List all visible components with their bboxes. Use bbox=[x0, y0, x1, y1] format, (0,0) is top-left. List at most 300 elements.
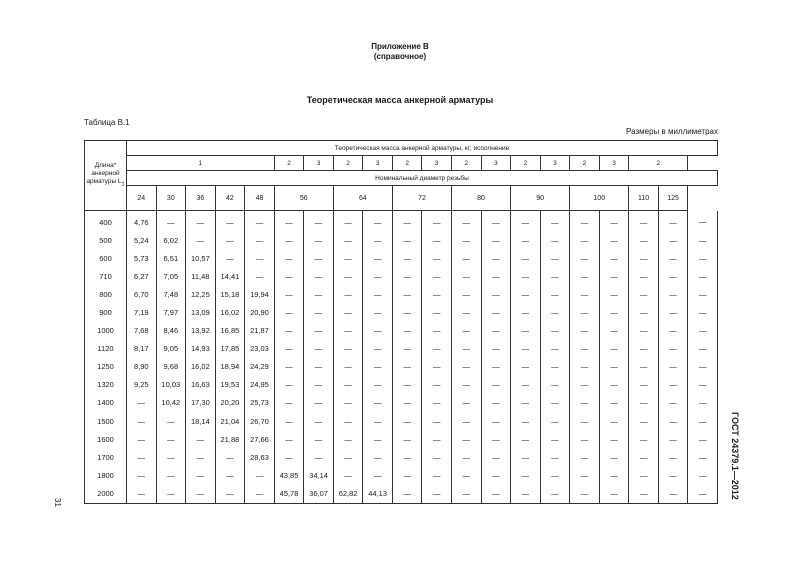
table-row bbox=[85, 394, 718, 412]
execution-header: 3 bbox=[422, 156, 452, 171]
length-cell: 1120 bbox=[85, 340, 127, 358]
table-row bbox=[85, 448, 718, 466]
mass-cell: 7,68 bbox=[127, 322, 157, 340]
mass-cell: — bbox=[156, 466, 186, 484]
mass-cell: 4,76 bbox=[127, 211, 157, 232]
mass-cell: — bbox=[452, 211, 482, 232]
mass-cell: — bbox=[333, 412, 363, 430]
mass-cell: 10,42 bbox=[156, 394, 186, 412]
mass-cell: 43,85 bbox=[274, 466, 304, 484]
mass-cell: — bbox=[570, 340, 600, 358]
mass-cell: — bbox=[333, 249, 363, 267]
mass-cell: 45,78 bbox=[274, 484, 304, 503]
mass-cell: — bbox=[156, 211, 186, 232]
mass-cell: — bbox=[215, 211, 245, 232]
mass-cell: — bbox=[392, 430, 422, 448]
mass-cell: — bbox=[186, 211, 216, 232]
table-row bbox=[85, 285, 718, 303]
length-header: Длина* анкерной арматуры $L_1$ bbox=[85, 141, 127, 211]
mass-cell: — bbox=[481, 484, 511, 503]
length-cell: 1700 bbox=[85, 448, 127, 466]
mass-cell: — bbox=[333, 303, 363, 321]
mass-cell: — bbox=[658, 285, 688, 303]
execution-header: 2 bbox=[452, 156, 482, 171]
mass-cell: — bbox=[363, 358, 393, 376]
mass-cell: — bbox=[511, 430, 541, 448]
mass-cell: — bbox=[363, 412, 393, 430]
mass-cell: — bbox=[570, 322, 600, 340]
table-row bbox=[85, 322, 718, 340]
diameter-cell: 56 bbox=[274, 186, 333, 211]
mass-cell: 16,02 bbox=[186, 358, 216, 376]
mass-cell: 13,92 bbox=[186, 322, 216, 340]
length-cell: 600 bbox=[85, 249, 127, 267]
mass-cell: 21,04 bbox=[215, 412, 245, 430]
table-body bbox=[85, 211, 718, 504]
mass-cell: — bbox=[452, 376, 482, 394]
mass-cell: — bbox=[658, 394, 688, 412]
mass-cell: — bbox=[570, 394, 600, 412]
mass-cell: — bbox=[304, 412, 334, 430]
mass-cell: — bbox=[452, 322, 482, 340]
mass-cell: — bbox=[452, 285, 482, 303]
mass-cell: — bbox=[452, 484, 482, 503]
mass-cell: — bbox=[511, 285, 541, 303]
mass-cell: — bbox=[481, 303, 511, 321]
anchor-mass-table bbox=[84, 140, 718, 504]
mass-cell: — bbox=[570, 285, 600, 303]
mass-cell: 19,94 bbox=[245, 285, 275, 303]
mass-cell: — bbox=[540, 340, 570, 358]
mass-cell: 5,24 bbox=[127, 231, 157, 249]
mass-cell: — bbox=[304, 322, 334, 340]
mass-cell: — bbox=[658, 340, 688, 358]
mass-cell: 7,97 bbox=[156, 303, 186, 321]
mass-cell: — bbox=[481, 211, 511, 232]
mass-cell: — bbox=[452, 412, 482, 430]
mass-cell: — bbox=[363, 231, 393, 249]
mass-cell: — bbox=[688, 249, 718, 267]
mass-cell: — bbox=[658, 358, 688, 376]
diameter-cell: 110 bbox=[629, 186, 659, 211]
mass-cell: — bbox=[363, 394, 393, 412]
mass-cell: — bbox=[304, 267, 334, 285]
mass-cell: — bbox=[511, 484, 541, 503]
mass-cell: — bbox=[599, 376, 629, 394]
mass-cell: 8,90 bbox=[127, 358, 157, 376]
diameter-cell: 90 bbox=[511, 186, 570, 211]
mass-cell: 10,03 bbox=[156, 376, 186, 394]
mass-cell: — bbox=[481, 394, 511, 412]
diameter-cell: 72 bbox=[392, 186, 451, 211]
mass-cell: — bbox=[481, 448, 511, 466]
mass-cell: — bbox=[570, 376, 600, 394]
mass-cell: — bbox=[274, 267, 304, 285]
mass-cell: 19,53 bbox=[215, 376, 245, 394]
mass-cell: — bbox=[481, 412, 511, 430]
mass-cell: — bbox=[304, 211, 334, 232]
diameter-cell: 42 bbox=[215, 186, 245, 211]
mass-cell: — bbox=[570, 249, 600, 267]
mass-cell: — bbox=[511, 376, 541, 394]
mass-cell: — bbox=[629, 448, 659, 466]
mass-cell: — bbox=[540, 466, 570, 484]
mass-cell: — bbox=[452, 249, 482, 267]
mass-cell: — bbox=[658, 448, 688, 466]
mass-cell: — bbox=[422, 231, 452, 249]
mass-cell: — bbox=[599, 412, 629, 430]
table-row bbox=[85, 303, 718, 321]
mass-cell: — bbox=[274, 249, 304, 267]
execution-header: 3 bbox=[540, 156, 570, 171]
mass-cell: — bbox=[599, 303, 629, 321]
execution-header: 2 bbox=[629, 156, 688, 171]
mass-cell: 26,70 bbox=[245, 412, 275, 430]
mass-cell: — bbox=[363, 303, 393, 321]
mass-cell: 6,27 bbox=[127, 267, 157, 285]
table-row bbox=[85, 340, 718, 358]
mass-cell: 27,66 bbox=[245, 430, 275, 448]
mass-cell: — bbox=[422, 484, 452, 503]
mass-cell: — bbox=[392, 412, 422, 430]
mass-cell: — bbox=[540, 484, 570, 503]
mass-cell: — bbox=[599, 340, 629, 358]
mass-cell: — bbox=[392, 466, 422, 484]
mass-cell: — bbox=[688, 322, 718, 340]
execution-header: 3 bbox=[481, 156, 511, 171]
mass-cell: — bbox=[511, 303, 541, 321]
execution-header: 2 bbox=[392, 156, 422, 171]
length-cell: 1250 bbox=[85, 358, 127, 376]
mass-cell: 15,18 bbox=[215, 285, 245, 303]
mass-cell: 25,73 bbox=[245, 394, 275, 412]
mass-cell: — bbox=[570, 358, 600, 376]
mass-cell: 16,85 bbox=[215, 322, 245, 340]
mass-cell: — bbox=[422, 412, 452, 430]
mass-cell: — bbox=[540, 322, 570, 340]
mass-cell: — bbox=[452, 394, 482, 412]
mass-cell: — bbox=[452, 340, 482, 358]
mass-cell: — bbox=[215, 249, 245, 267]
mass-cell: — bbox=[333, 358, 363, 376]
length-cell: 900 bbox=[85, 303, 127, 321]
mass-cell: 21,87 bbox=[245, 322, 275, 340]
mass-cell: — bbox=[511, 394, 541, 412]
mass-cell: — bbox=[127, 412, 157, 430]
mass-cell: — bbox=[333, 376, 363, 394]
mass-cell: — bbox=[481, 267, 511, 285]
mass-cell: — bbox=[688, 376, 718, 394]
length-cell: 1000 bbox=[85, 322, 127, 340]
mass-cell: — bbox=[274, 211, 304, 232]
mass-cell: — bbox=[422, 340, 452, 358]
execution-header: 3 bbox=[599, 156, 629, 171]
mass-cell: — bbox=[570, 412, 600, 430]
mass-cell: — bbox=[333, 466, 363, 484]
mass-cell: — bbox=[127, 448, 157, 466]
execution-header: 1 bbox=[127, 156, 275, 171]
mass-cell: 12,25 bbox=[186, 285, 216, 303]
mass-cell: — bbox=[570, 430, 600, 448]
mass-cell: — bbox=[363, 376, 393, 394]
mass-cell: — bbox=[422, 448, 452, 466]
mass-cell: — bbox=[274, 340, 304, 358]
execution-header: 2 bbox=[511, 156, 541, 171]
mass-cell: — bbox=[392, 249, 422, 267]
table-row bbox=[85, 267, 718, 285]
mass-cell: — bbox=[422, 430, 452, 448]
table-row bbox=[85, 430, 718, 448]
mass-cell: — bbox=[629, 231, 659, 249]
diameter-cell: 80 bbox=[452, 186, 511, 211]
mass-cell: — bbox=[688, 466, 718, 484]
mass-cell: — bbox=[658, 484, 688, 503]
mass-cell: — bbox=[304, 376, 334, 394]
mass-cell: — bbox=[333, 394, 363, 412]
diameter-cell: 125 bbox=[658, 186, 688, 211]
mass-cell: — bbox=[392, 231, 422, 249]
mass-cell: — bbox=[658, 231, 688, 249]
mass-cell: 8,46 bbox=[156, 322, 186, 340]
mass-cell: — bbox=[333, 285, 363, 303]
mass-cell: — bbox=[599, 231, 629, 249]
mass-cell: — bbox=[688, 358, 718, 376]
mass-cell: — bbox=[127, 430, 157, 448]
mass-cell: 5,73 bbox=[127, 249, 157, 267]
mass-cell: — bbox=[392, 322, 422, 340]
mass-cell: — bbox=[392, 211, 422, 232]
mass-cell: 13,09 bbox=[186, 303, 216, 321]
mass-cell: — bbox=[629, 285, 659, 303]
mass-cell: — bbox=[658, 211, 688, 232]
mass-cell: — bbox=[392, 448, 422, 466]
mass-cell: — bbox=[688, 394, 718, 412]
mass-cell: 16,02 bbox=[215, 303, 245, 321]
standard-designation: ГОСТ 24379.1—2012 bbox=[730, 412, 740, 500]
mass-cell: — bbox=[186, 231, 216, 249]
mass-cell: — bbox=[304, 231, 334, 249]
mass-cell: 20,20 bbox=[215, 394, 245, 412]
mass-cell: — bbox=[599, 430, 629, 448]
mass-cell: — bbox=[304, 249, 334, 267]
mass-cell: — bbox=[511, 231, 541, 249]
mass-cell: — bbox=[540, 211, 570, 232]
mass-cell: — bbox=[392, 484, 422, 503]
mass-cell: — bbox=[688, 340, 718, 358]
mass-cell: — bbox=[392, 303, 422, 321]
mass-cell: — bbox=[658, 249, 688, 267]
mass-cell: — bbox=[363, 285, 393, 303]
mass-cell: — bbox=[363, 340, 393, 358]
mass-cell: — bbox=[688, 448, 718, 466]
mass-cell: 18,14 bbox=[186, 412, 216, 430]
mass-cell: — bbox=[156, 448, 186, 466]
mass-cell: — bbox=[333, 231, 363, 249]
mass-cell: — bbox=[570, 211, 600, 232]
mass-cell: — bbox=[422, 322, 452, 340]
mass-cell: — bbox=[540, 376, 570, 394]
diameter-cell: 24 bbox=[127, 186, 157, 211]
mass-cell: — bbox=[481, 376, 511, 394]
mass-cell: — bbox=[658, 267, 688, 285]
mass-cell: — bbox=[599, 358, 629, 376]
mass-cell: 9,25 bbox=[127, 376, 157, 394]
table-row bbox=[85, 211, 718, 232]
mass-cell: — bbox=[511, 412, 541, 430]
mass-cell: — bbox=[629, 358, 659, 376]
mass-cell: — bbox=[333, 430, 363, 448]
mass-cell: — bbox=[452, 358, 482, 376]
mass-cell: — bbox=[392, 358, 422, 376]
mass-cell: — bbox=[245, 211, 275, 232]
mass-cell: — bbox=[481, 322, 511, 340]
mass-cell: — bbox=[540, 267, 570, 285]
mass-cell: — bbox=[392, 285, 422, 303]
diameter-cell: 64 bbox=[333, 186, 392, 211]
mass-cell: — bbox=[629, 249, 659, 267]
mass-cell: — bbox=[599, 466, 629, 484]
mass-cell: — bbox=[392, 340, 422, 358]
mass-cell: — bbox=[688, 484, 718, 503]
mass-cell: 21,88 bbox=[215, 430, 245, 448]
diameter-cell: 30 bbox=[156, 186, 186, 211]
mass-cell: 23,03 bbox=[245, 340, 275, 358]
length-cell: 1500 bbox=[85, 412, 127, 430]
execution-header: 3 bbox=[304, 156, 334, 171]
length-cell: 400 bbox=[85, 211, 127, 232]
mass-cell: — bbox=[599, 322, 629, 340]
mass-cell: — bbox=[392, 394, 422, 412]
execution-header: 3 bbox=[363, 156, 393, 171]
mass-cell: — bbox=[629, 322, 659, 340]
mass-cell: — bbox=[156, 412, 186, 430]
mass-cell: — bbox=[688, 211, 718, 232]
mass-cell: — bbox=[599, 394, 629, 412]
mass-cell: — bbox=[540, 231, 570, 249]
length-cell: 710 bbox=[85, 267, 127, 285]
mass-cell: — bbox=[658, 466, 688, 484]
mass-cell: — bbox=[274, 322, 304, 340]
mass-cell: — bbox=[422, 303, 452, 321]
mass-cell: — bbox=[363, 249, 393, 267]
mass-cell: — bbox=[245, 466, 275, 484]
mass-cell: — bbox=[629, 430, 659, 448]
mass-cell: — bbox=[452, 303, 482, 321]
mass-cell: — bbox=[333, 322, 363, 340]
mass-cell: 34,14 bbox=[304, 466, 334, 484]
mass-cell: — bbox=[570, 303, 600, 321]
mass-cell: — bbox=[363, 267, 393, 285]
mass-cell: — bbox=[333, 267, 363, 285]
mass-cell: — bbox=[215, 484, 245, 503]
mass-cell: — bbox=[422, 249, 452, 267]
mass-cell: — bbox=[422, 394, 452, 412]
mass-cell: — bbox=[363, 430, 393, 448]
mass-cell: — bbox=[629, 484, 659, 503]
mass-cell: 17,30 bbox=[186, 394, 216, 412]
mass-cell: — bbox=[570, 231, 600, 249]
mass-cell: — bbox=[688, 430, 718, 448]
mass-cell: — bbox=[658, 430, 688, 448]
mass-cell: — bbox=[422, 358, 452, 376]
table-row bbox=[85, 358, 718, 376]
table-row bbox=[85, 412, 718, 430]
table-label: Таблица В.1 bbox=[84, 118, 130, 127]
mass-cell: 62,82 bbox=[333, 484, 363, 503]
mass-cell: — bbox=[540, 303, 570, 321]
mass-cell: — bbox=[599, 249, 629, 267]
mass-header: Теоретическая масса анкерной арматуры, кг; исполнение bbox=[127, 141, 718, 156]
mass-cell: — bbox=[156, 484, 186, 503]
mass-cell: — bbox=[363, 448, 393, 466]
mass-cell: — bbox=[511, 322, 541, 340]
mass-cell: — bbox=[688, 412, 718, 430]
execution-header: 2 bbox=[570, 156, 600, 171]
mass-cell: — bbox=[452, 466, 482, 484]
length-cell: 1600 bbox=[85, 430, 127, 448]
mass-cell: 16,63 bbox=[186, 376, 216, 394]
mass-cell: — bbox=[629, 412, 659, 430]
mass-cell: — bbox=[274, 448, 304, 466]
mass-cell: — bbox=[540, 430, 570, 448]
units-note: Размеры в миллиметрах bbox=[626, 127, 718, 136]
mass-cell: — bbox=[658, 412, 688, 430]
mass-cell: 6,70 bbox=[127, 285, 157, 303]
mass-cell: — bbox=[274, 394, 304, 412]
mass-cell: — bbox=[392, 267, 422, 285]
mass-cell: — bbox=[511, 448, 541, 466]
mass-cell: — bbox=[333, 211, 363, 232]
mass-cell: 36,07 bbox=[304, 484, 334, 503]
length-cell: 500 bbox=[85, 231, 127, 249]
mass-cell: — bbox=[127, 484, 157, 503]
mass-cell: — bbox=[658, 322, 688, 340]
mass-cell: — bbox=[511, 267, 541, 285]
mass-cell: — bbox=[452, 448, 482, 466]
mass-cell: — bbox=[570, 448, 600, 466]
mass-cell: — bbox=[511, 249, 541, 267]
mass-cell: — bbox=[511, 358, 541, 376]
execution-header: 2 bbox=[274, 156, 304, 171]
mass-cell: 11,48 bbox=[186, 267, 216, 285]
mass-cell: — bbox=[363, 211, 393, 232]
length-cell: 2000 bbox=[85, 484, 127, 503]
mass-cell: — bbox=[452, 231, 482, 249]
mass-cell: — bbox=[304, 430, 334, 448]
mass-cell: — bbox=[540, 394, 570, 412]
mass-cell: — bbox=[274, 285, 304, 303]
mass-cell: — bbox=[540, 412, 570, 430]
mass-cell: — bbox=[599, 285, 629, 303]
mass-cell: — bbox=[422, 267, 452, 285]
mass-cell: 6,51 bbox=[156, 249, 186, 267]
execution-header: 2 bbox=[333, 156, 363, 171]
mass-cell: — bbox=[481, 466, 511, 484]
mass-cell: 10,57 bbox=[186, 249, 216, 267]
mass-cell: 24,29 bbox=[245, 358, 275, 376]
mass-cell: — bbox=[245, 249, 275, 267]
mass-cell: — bbox=[688, 303, 718, 321]
mass-cell: 9,05 bbox=[156, 340, 186, 358]
mass-cell: — bbox=[452, 267, 482, 285]
mass-cell: — bbox=[481, 231, 511, 249]
appendix-title: Приложение В bbox=[371, 42, 429, 51]
mass-cell: — bbox=[629, 340, 659, 358]
mass-cell: — bbox=[186, 484, 216, 503]
mass-cell: 6,02 bbox=[156, 231, 186, 249]
mass-cell: 28,63 bbox=[245, 448, 275, 466]
mass-cell: — bbox=[570, 466, 600, 484]
